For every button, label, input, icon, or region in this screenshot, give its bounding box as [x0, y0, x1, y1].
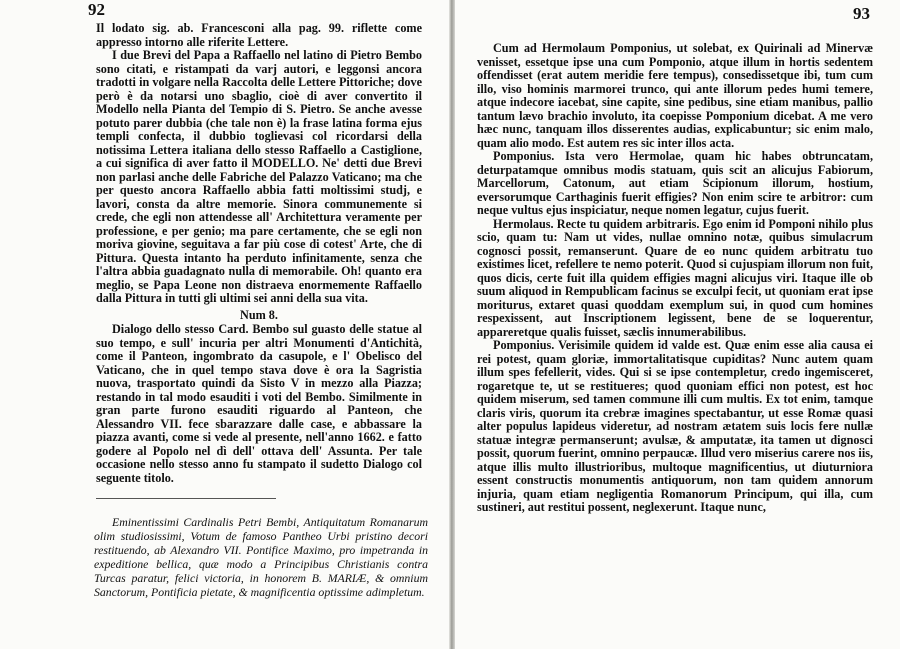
- dedication-text: Eminentissimi Cardinalis Petri Bembi, Antiquitatum Romanarum olim studiosissimi, Votum de famoso Pantheo Urbi pristino decori restituendo, ab Alexandro VII. Pontifice Maximo, pro impetranda in expeditione bellica, quæ modo a Principibus Christianis contra Turcas paratur, felici victoria, in honorem B. MARIÆ, & omnium Sanctorum, Pontificia pietate, & magnificentia optissime adimpletum.: [94, 515, 428, 599]
- left-page-body: [96, 22, 422, 485]
- page-number: 93: [853, 4, 870, 23]
- dedication-block: [94, 515, 428, 599]
- dialogue-hermolaus-paragraph: Hermolaus. Recte tu quidem arbitraris. Ego enim id Pomponi nihilo plus scio, quam tu: Nam ut vides, nullae omnino notæ, quibus simulacrum cognosci possit, remanserunt. Quare de eo nunc quidem arbitratu tuo existimes licet, refellere te nemo poterit. Quod si cujuspiam illorum non fuit, quos dicis, certe fuit illa quidem effigies magni alicujus viri. Itaque ille ob suum aliquod in Rempublicam facinus se exculpi fecit, ut quoniam erat ipse moriturus, extaret quasi quoddam exemplum sui, in quod cum homines respexissent, aut Inscriptionem legissent, bene de se loquerentur, appareretque qualis fuisset, sæclis innumerabilibus.: [477, 216, 873, 339]
- right-page: [455, 0, 900, 649]
- dialogue-opening-paragraph: Cum ad Hermolaum Pomponius, ut solebat, ex Quirinali ad Minervæ venisset, essetque ipse una cum Pomponio, atque illum in hortis sedentem offendisset (erat autem meridie fere tempus), consedissetque ibi, tum cum illo, viso hominis marmorei trunco, qui ante illorum pedes humi temere, atque indecore iacebat, sine capite, sine pedibus, sine etiam manibus, pallio tantum lævo brachio involuto, ita coepisse Pomponium dicebat. A me vero hæc nunc, tanquam illos disserentes audias, explicabuntur; sic enim malo, quam alio modo. Est autem res sic inter illos acta.: [477, 41, 873, 150]
- dialogue-pomponius-paragraph: Pomponius. Ista vero Hermolae, quam hic habes obtruncatam, deturpatamque omnibus modis statuam, quis scit an alicujus Fabiorum, Marcellorum, Catonum, aut etiam Scipionum illorum, hostium, eversorumque Carthaginis fuerit effigies? Non enim scire te arbitror: cum neque vultus ejus inspiciatur, neque nomen legatur, cujus fuerit.: [477, 149, 873, 217]
- section-heading: Num 8.: [240, 307, 278, 322]
- divider-rule: [96, 498, 276, 499]
- dialogue-description-paragraph: Dialogo dello stesso Card. Bembo sul guasto delle statue al suo tempo, e sull' incuria per altri Monumenti d'Antichità, come il Panteon, ingombrato da casupole, e l' Obelisco del Vaticano, che in quel tempo stava dove è ora la Sagristia nuova, trasportato quindi da Sisto V in mezzo alla Piazza; restando in tal modo esauditi i voti del Bembo. Similmente in gran parte furono esauditi riguardo al Panteon, che Alessandro VII. fece sbarazzare dalle case, e abbassare la piazza avanti, come si vede al presente, nell'anno 1662. e fatto godere al Popolo nel dì dell' ottava dell' Assunta. Per tale occasione nello stesso anno fu stampato il sudetto Dialogo col seguente titolo.: [96, 322, 422, 485]
- left-page: [0, 0, 449, 649]
- right-page-body: [477, 42, 873, 515]
- intro-paragraph: Il lodato sig. ab. Francesconi alla pag. 99. riflette come appresso intorno alle riferite Lettere.: [96, 21, 422, 49]
- page-number: 92: [88, 0, 105, 19]
- dialogue-pomponius-paragraph-2: Pomponius. Verisimile quidem id valde est. Quæ enim esse alia causa ei rei potest, quam gloriæ, immortalitatisque cupiditas? Nunc autem quam illum spes fefellerit, vides. Qui si se ipse contempletur, credo ingemisceret, rogaretque te, ut se restitueres; quod quoniam effici non potest, est hoc quidem miserum, sed tamen commune illi cum multis. Ex tot enim, tamque claris viris, quorum ita crebræ imagines spectabantur, ut esse Romæ quasi alter populus lapideus videretur, ad nostram ætatem suis locis fere nullæ statuæ integræ permanserunt; avulsæ, & amputatæ, ita tamen ut dignosci possit, quorum fuerint, omnino perpaucæ. Illud vero miserius carere nos iis, atque illis multo illustrioribus, multoque magnificentius, ut diuturniora essent constructis monumentis antiquorum, non tam quidem annorum injuria, quam etiam negligentia Romanorum Principum, qui illa, cum sustineri, aut restitui possent, neglexerunt. Itaque nunc,: [477, 338, 873, 514]
- commentary-paragraph: I due Brevi del Papa a Raffaello nel latino di Pietro Bembo sono citati, e ristampati da varj autori, e leggonsi ancora tradotti in volgare nella Raccolta delle Lettere Pittoriche; dove però è da notarsi uno sbaglio, cioè di aver convertito il Modello nella Pianta del Tempio di S. Pietro. Se anche avesse potuto parer dubbia (che tale non è) la frase latina forma ejus templi confecta, il dubbio toglievasi col ricordarsi della notissima Lettera italiana dello stesso Raffaello a Castiglione, a cui significa di aver fatto il MODELLO. Ne' detti due Brevi non parlasi anche delle Fabriche del Palazzo Vaticano; ma che per questo ancora Raffaello abbia fatti moltissimi studj, e lavori, consta da altre memorie. Sinora communemente si crede, che egli non attendesse all' Architettura veramente per professione, e per genio; ma pare certamente, che se egli non moriva giovine, seguitava a far più cose di cotest' Arte, che di Pittura. Questa intanto ha perduto infinitamente, senza che l'altra abbia guadagnato nulla di memorabile. Oh! quanto era meglio, se Papa Leone non distraeva enormemente Raffaello dalla Pittura in tutti gli ultimi sei anni della sua vita.: [96, 48, 422, 305]
